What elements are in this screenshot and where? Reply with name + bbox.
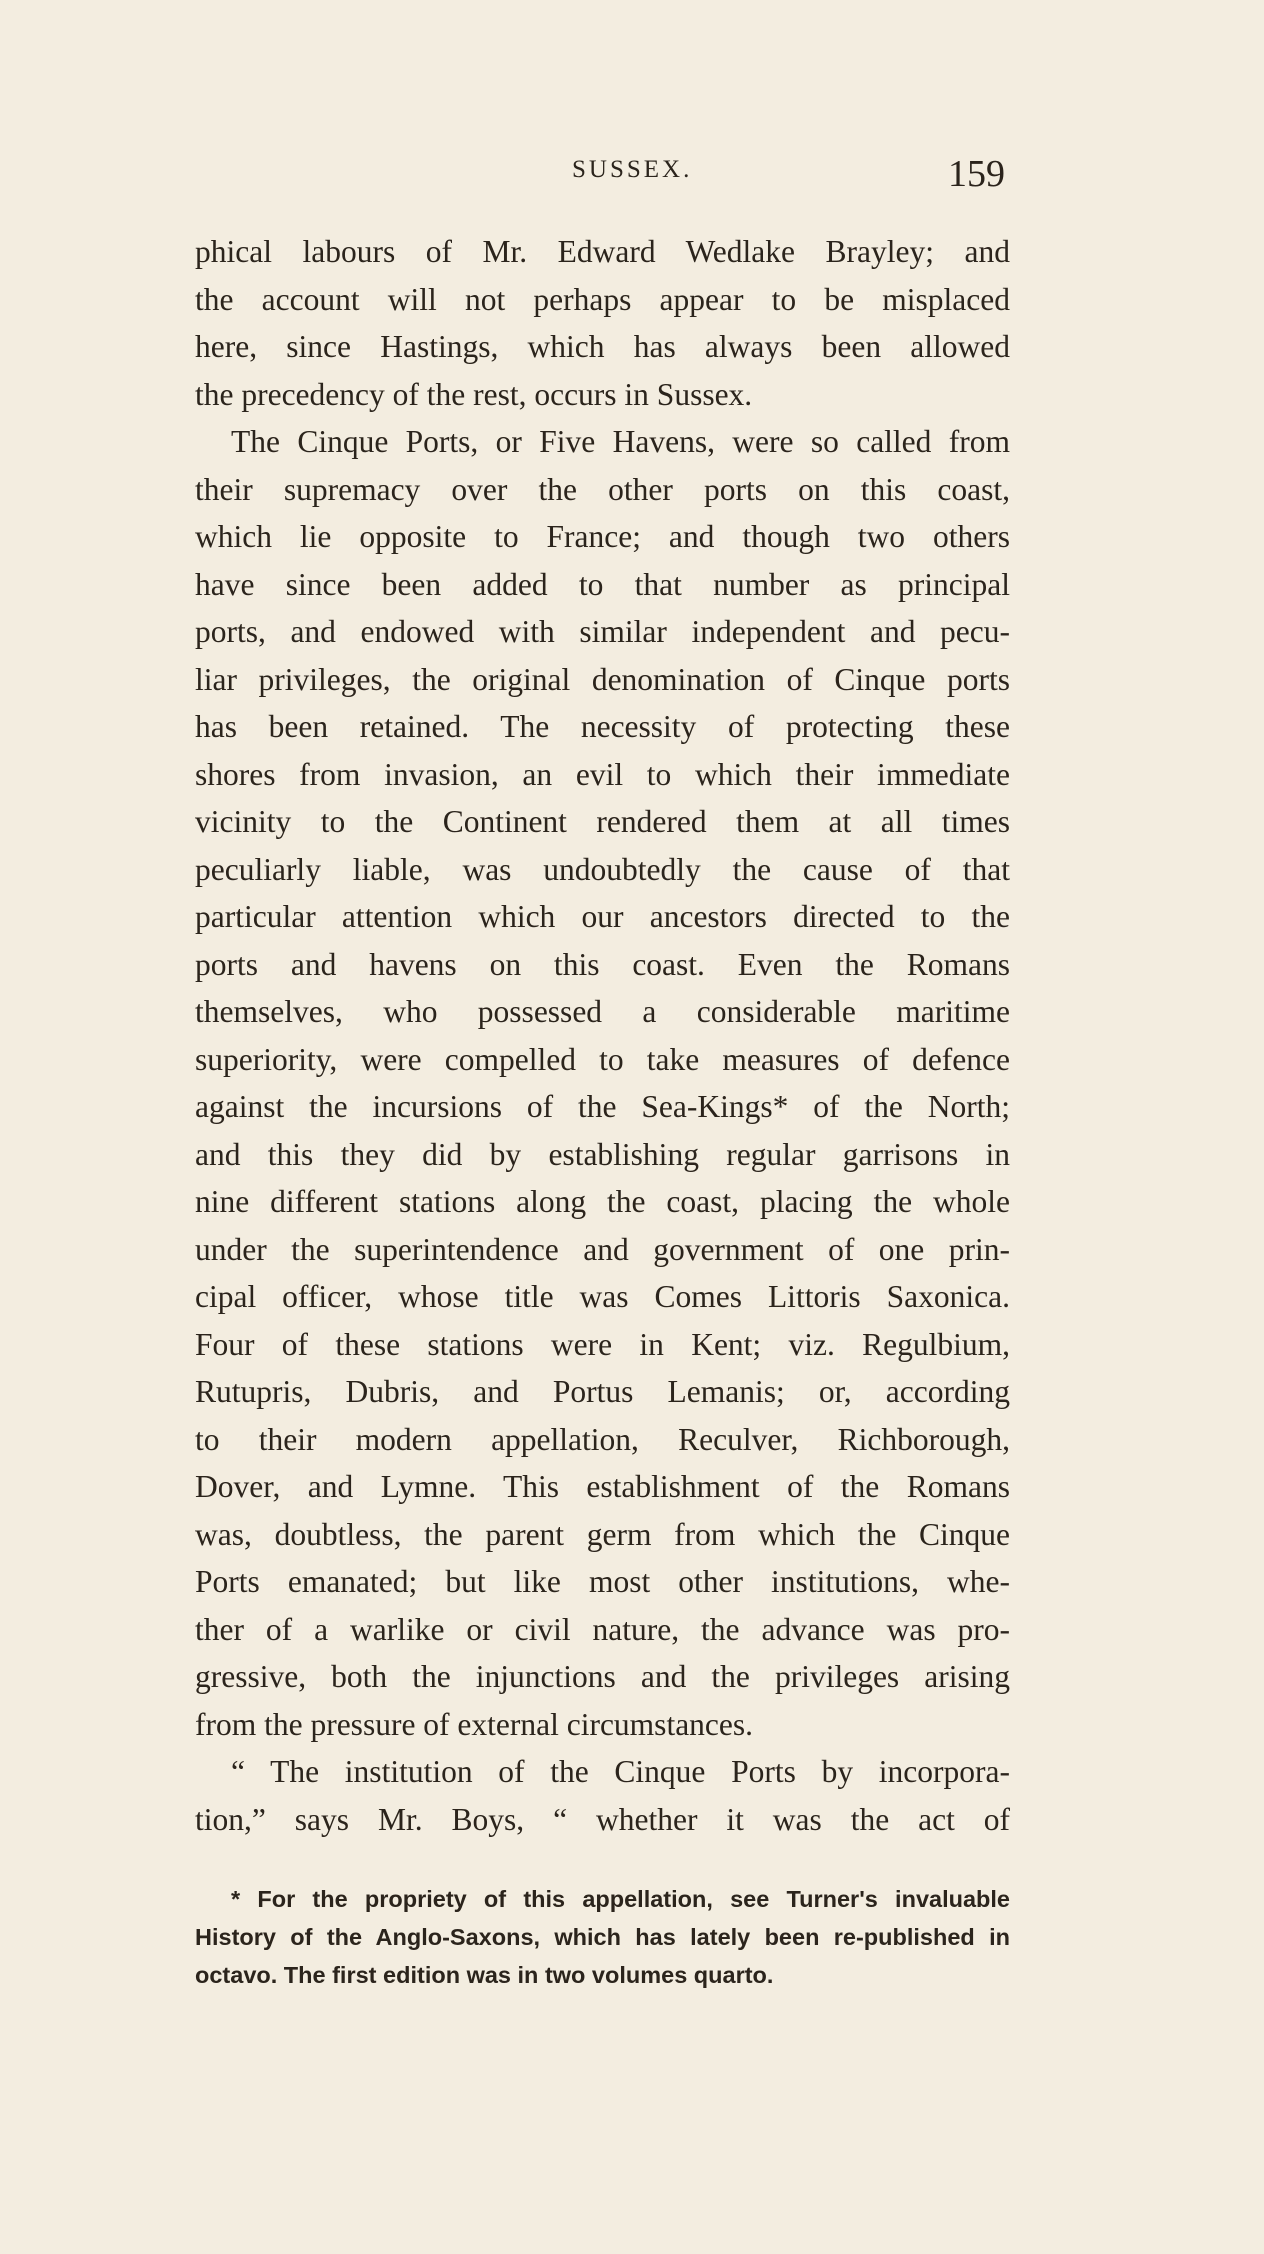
text-line: peculiarly liable, was undoubtedly the cause of that	[195, 851, 1010, 887]
body-text	[195, 228, 1010, 1843]
text-line: have since been added to that number as principal	[195, 566, 1010, 602]
text-line: ports, and endowed with similar independent and pecu-	[195, 614, 1010, 649]
text-line: liar privileges, the original denomination of Cinque ports	[195, 661, 1010, 697]
footnote-line: History of the Anglo-Saxons, which has lately been re-published in	[195, 1924, 1010, 1950]
text-line: to their modern appellation, Reculver, Richborough,	[195, 1421, 1010, 1457]
footnote-line: * For the propriety of this appellation, see Turner's invaluable	[231, 1886, 1010, 1912]
text-line: vicinity to the Continent rendered them at all times	[195, 804, 1010, 839]
text-line: has been retained. The necessity of protecting these	[195, 709, 1010, 744]
text-line: Dover, and Lymne. This establishment of the Romans	[195, 1469, 1010, 1504]
text-line: Four of these stations were in Kent; viz. Regulbium,	[195, 1326, 1010, 1362]
text-line: “ The institution of the Cinque Ports by incorpora-	[231, 1754, 1010, 1789]
footnote	[195, 1880, 1010, 1994]
text-line: which lie opposite to France; and though two others	[195, 519, 1010, 554]
text-line: against the incursions of the Sea-Kings* of the North;	[195, 1089, 1010, 1124]
text-line: under the superintendence and government of one prin-	[195, 1231, 1010, 1267]
text-line: nine different stations along the coast, placing the whole	[195, 1184, 1010, 1219]
text-line: ther of a warlike or civil nature, the advance was pro-	[195, 1611, 1010, 1647]
text-line: the precedency of the rest, occurs in Sussex.	[195, 376, 753, 412]
text-line: Rutupris, Dubris, and Portus Lemanis; or, according	[195, 1374, 1010, 1409]
text-line: here, since Hastings, which has always been allowed	[195, 329, 1010, 364]
text-line: tion,” says Mr. Boys, “ whether it was the act of	[195, 1801, 1010, 1837]
page-number: 159	[948, 153, 1005, 195]
text-line: gressive, both the injunctions and the privileges arising	[195, 1659, 1010, 1694]
text-line: particular attention which our ancestors directed to the	[195, 899, 1010, 934]
text-line: and this they did by establishing regular garrisons in	[195, 1136, 1010, 1172]
text-line: The Cinque Ports, or Five Havens, were so called from	[231, 424, 1010, 459]
text-line: cipal officer, whose title was Comes Littoris Saxonica.	[195, 1279, 1010, 1314]
text-line: superiority, were compelled to take measures of defence	[195, 1041, 1010, 1077]
text-line: themselves, who possessed a considerable maritime	[195, 994, 1010, 1029]
text-line: their supremacy over the other ports on this coast,	[195, 471, 1010, 507]
text-line: phical labours of Mr. Edward Wedlake Brayley; and	[195, 234, 1010, 269]
text-line: Ports emanated; but like most other institutions, whe-	[195, 1564, 1010, 1599]
text-line: shores from invasion, an evil to which their immediate	[195, 756, 1010, 792]
running-head-title: SUSSEX.	[572, 156, 693, 183]
text-line: the account will not perhaps appear to be misplaced	[195, 281, 1010, 317]
text-line: from the pressure of external circumstances.	[195, 1706, 754, 1742]
text-line: was, doubtless, the parent germ from which the Cinque	[195, 1516, 1010, 1552]
text-line: ports and havens on this coast. Even the Romans	[195, 946, 1010, 982]
running-head	[560, 152, 1005, 195]
footnote-line: octavo. The first edition was in two volumes quarto.	[195, 1962, 774, 1988]
